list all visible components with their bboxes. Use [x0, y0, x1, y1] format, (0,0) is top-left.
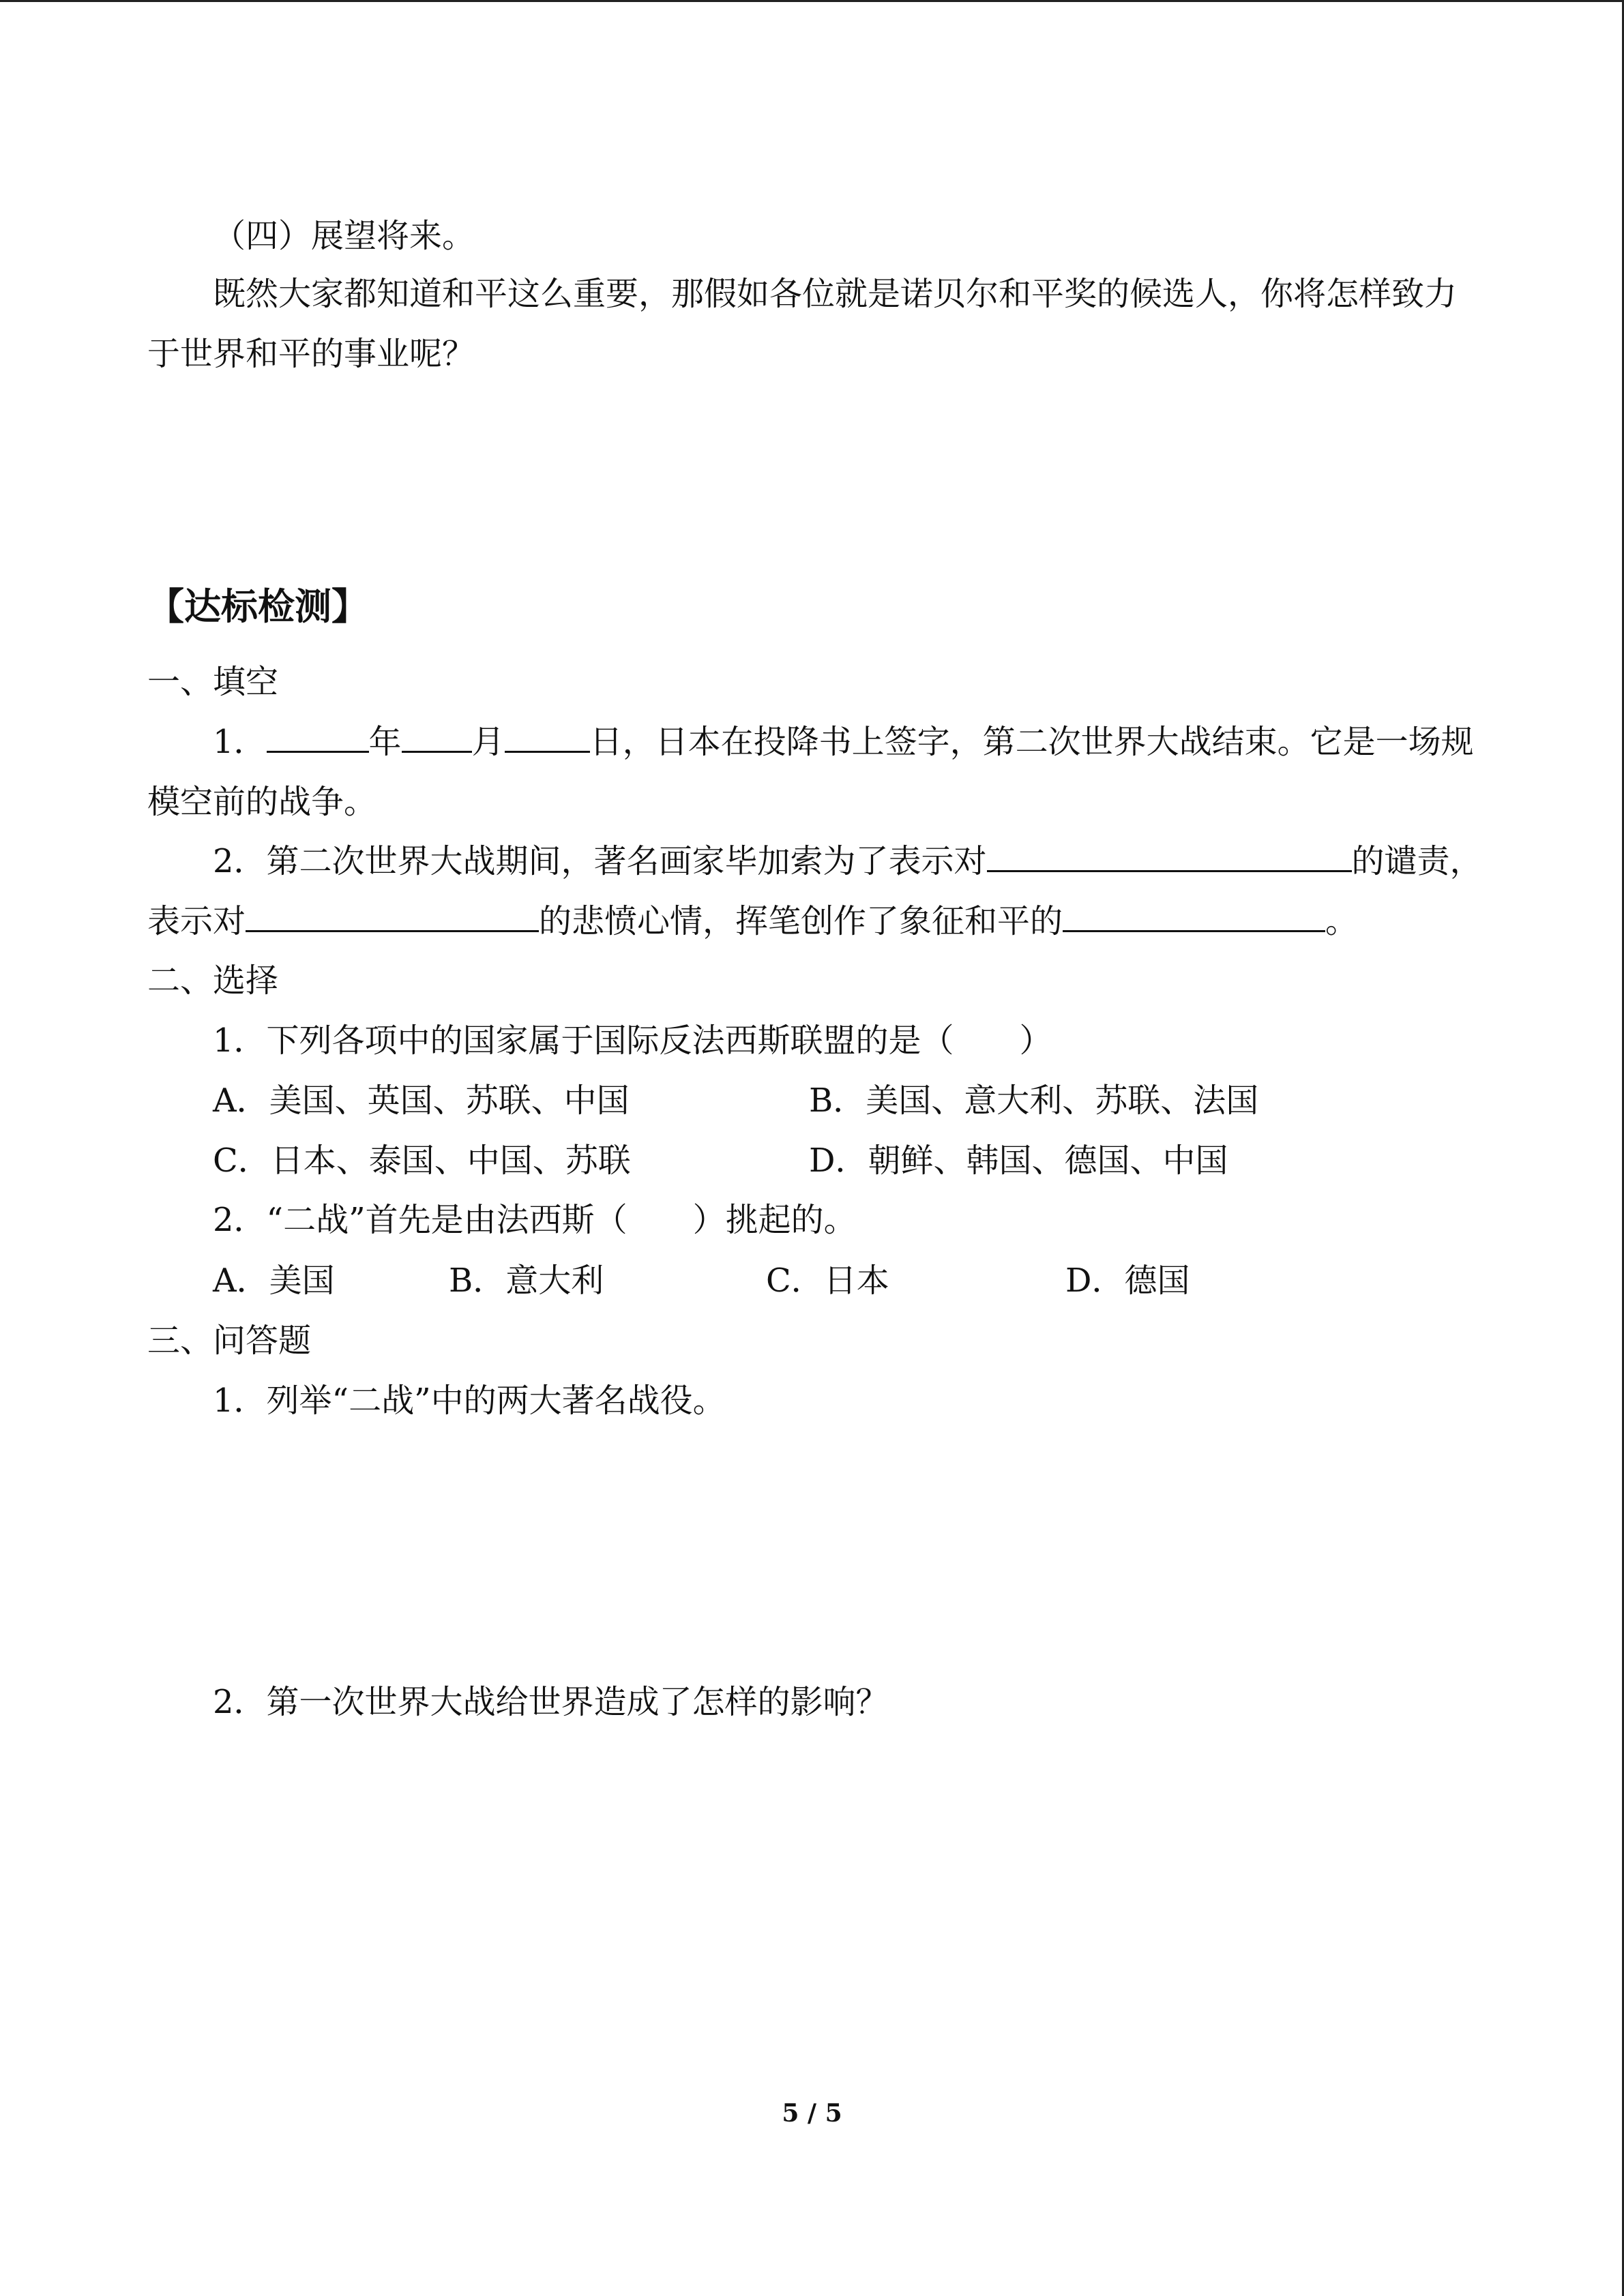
choice-question-1: 1．下列各项中的国家属于国际反法西斯联盟的是（ ）: [213, 1022, 1052, 1060]
part-title-fill: 一、填空: [147, 663, 279, 701]
section-title: （四）展望将来。: [213, 217, 475, 255]
page-border-top: [0, 0, 1624, 2]
option-a[interactable]: A．美国、英国、苏联、中国: [213, 1082, 630, 1120]
option-d[interactable]: D．德国: [1065, 1262, 1190, 1300]
option-d[interactable]: D．朝鲜、韩国、德国、中国: [809, 1142, 1228, 1180]
year-label: 年: [368, 723, 402, 761]
answer-blank-feeling[interactable]: [246, 900, 539, 932]
part-title-choice: 二、选择: [147, 961, 279, 1000]
page-number: 5 / 5: [782, 2099, 842, 2128]
option-b[interactable]: B．美国、意大利、苏联、法国: [809, 1082, 1259, 1120]
fill-question-1: [213, 721, 1577, 762]
fill-question-2-cont: [147, 900, 1511, 942]
question-text: 日，日本在投降书上签字，第二次世界大战结束。它是一场规: [589, 723, 1474, 761]
answer-blank-year[interactable]: [267, 721, 369, 753]
answer-blank-day[interactable]: [505, 721, 590, 753]
option-c[interactable]: C．日本: [766, 1262, 889, 1300]
paragraph-line: 既然大家都知道和平这么重要，那假如各位就是诺贝尔和平奖的候选人，你将怎样致力: [213, 275, 1458, 313]
answer-blank-artwork[interactable]: [1063, 900, 1325, 932]
paragraph-line: 于世界和平的事业呢？: [147, 335, 475, 373]
option-a[interactable]: A．美国: [213, 1262, 335, 1300]
test-heading: 【达标检测】: [147, 585, 368, 628]
question-number: 1．: [213, 723, 267, 761]
part-title-qa: 三、问答题: [147, 1322, 312, 1360]
option-b[interactable]: B．意大利: [449, 1262, 604, 1300]
question-text: 的谴责，: [1351, 842, 1483, 880]
question-text: 的悲愤心情，挥笔创作了象征和平的: [539, 902, 1063, 940]
question-text: 2．第二次世界大战期间，著名画家毕加索为了表示对: [213, 842, 987, 880]
month-label: 月: [471, 723, 505, 761]
question-text: 。: [1325, 902, 1359, 940]
fill-question-1-cont: 模空前的战争。: [147, 783, 377, 821]
qa-question-2: 2．第一次世界大战给世界造成了怎样的影响？: [213, 1683, 889, 1721]
answer-blank-month[interactable]: [402, 721, 472, 753]
question-text: 表示对: [147, 902, 246, 940]
qa-question-1: 1．列举“二战”中的两大著名战役。: [213, 1382, 726, 1420]
fill-question-2: [213, 840, 1577, 882]
choice-question-2: 2．“二战”首先是由法西斯（ ）挑起的。: [213, 1201, 857, 1239]
option-c[interactable]: C．日本、泰国、中国、苏联: [213, 1142, 631, 1180]
answer-blank-condemn[interactable]: [987, 840, 1352, 872]
